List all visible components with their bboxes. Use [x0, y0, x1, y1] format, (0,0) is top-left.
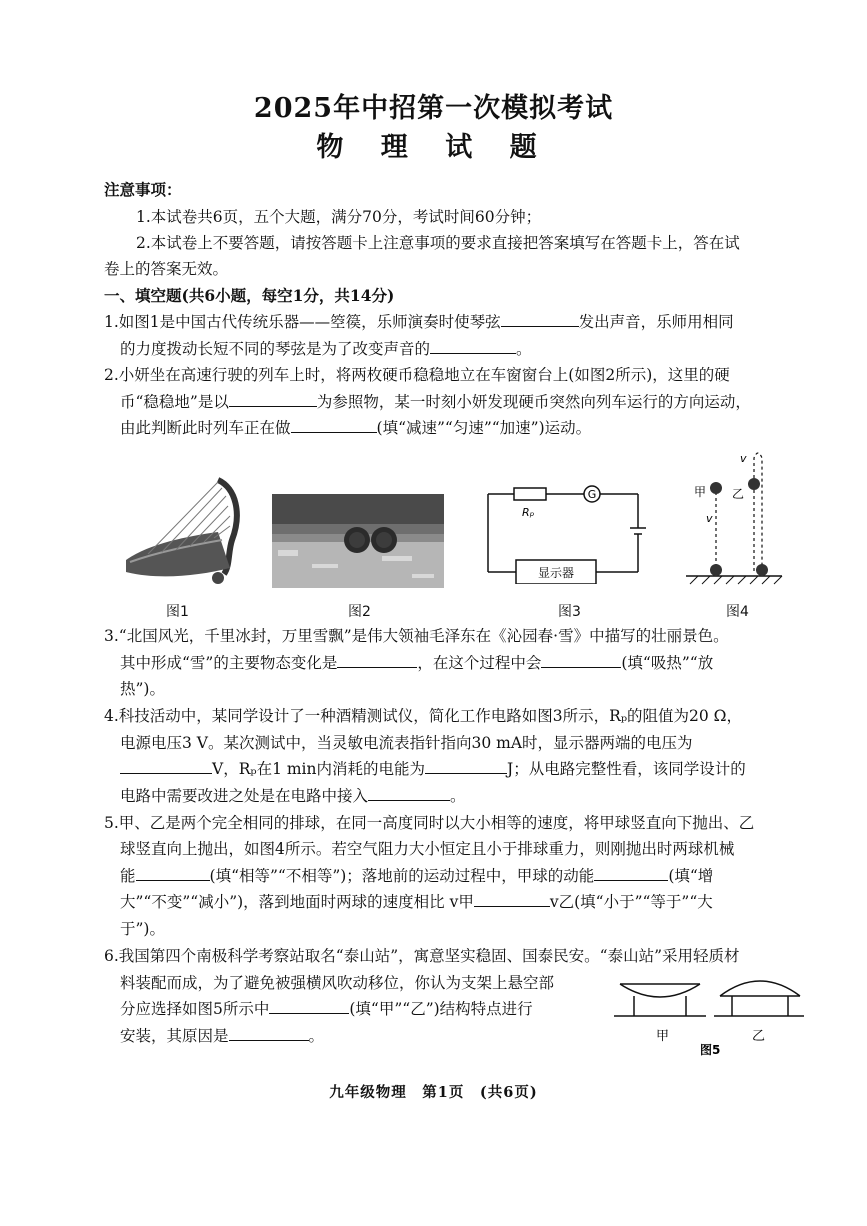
answer-blank: [136, 866, 210, 881]
answer-blank: [541, 653, 621, 668]
label-yi: 乙: [732, 487, 745, 501]
answer-blank: [291, 418, 377, 433]
figure-2-coins-photo: [272, 494, 444, 588]
question-3-line-2: 其中形成“雪”的主要物态变化是 ，在这个过程中会 (填“吸热”“放: [120, 654, 714, 672]
question-4-line-1: 4.科技活动中，某同学设计了一种酒精测试仪，简化工作电路如图3所示，Rₚ的阻值为20 Ω，: [104, 707, 743, 725]
figure-3-caption: 图3: [558, 604, 581, 620]
label-jia: 甲: [694, 485, 707, 499]
question-5-line-2: 球竖直向上抛出，如图4所示。若空气阻力大小恒定且小于排球重力，则刚抛出时两球机械: [120, 840, 735, 858]
question-3-line-3: 热”)。: [120, 680, 165, 698]
figure-1-harp-image: [118, 474, 244, 588]
question-4-line-4: 电路中需要改进之处是在电路中接入 。: [120, 787, 466, 805]
question-5-line-4: 大”“不变”“减小”)，落到地面时两球的速度相比 v甲 v乙(填“小于”“等于”“大: [120, 893, 713, 911]
question-2-line-3: 由此判断此时列车正在做 (填“减速”“匀速”“加速”)运动。: [120, 419, 592, 437]
question-2-line-2: 币“稳稳地”是以 为参照物，某一时刻小妍发现硬币突然向列车运行的方向运动，: [120, 393, 751, 411]
answer-blank: [120, 759, 212, 774]
velocity-up-label: v: [740, 452, 747, 465]
figure-5-caption: 图5: [700, 1043, 721, 1057]
question-6-line-3: 分应选择如图5所示中 (填“甲”“乙”)结构特点进行: [120, 1000, 533, 1018]
question-5-line-1: 5.甲、乙是两个完全相同的排球，在同一高度同时以大小相等的速度，将甲球竖直向下抛出、乙: [104, 814, 755, 832]
answer-blank: [474, 892, 550, 907]
notice-item-2-line-1: 2.本试卷上不要答题，请按答题卡上注意事项的要求直接把答案填写在答题卡上，答在试: [136, 234, 740, 252]
question-6-line-1: 6.我国第四个南极科学考察站取名“泰山站”，寓意坚实稳固、国泰民安。“泰山站”采用轻质材: [104, 947, 740, 965]
section-heading: 一、填空题(共6小题，每空1分，共14分): [104, 286, 395, 305]
question-5-line-3: 能 (填“相等”“不相等”)；落地前的运动过程中，甲球的动能 (填“增: [120, 867, 714, 885]
answer-blank: [501, 312, 579, 327]
answer-blank: [229, 1026, 309, 1041]
ball-yi: [748, 478, 760, 490]
structure-yi-label: 乙: [752, 1029, 766, 1044]
rp-resistor: [514, 488, 546, 500]
answer-blank: [594, 866, 668, 881]
figure-2-caption: 图2: [348, 604, 371, 620]
ball-jia: [710, 482, 722, 494]
answer-blank: [425, 759, 507, 774]
figure-3-circuit-diagram: [484, 484, 654, 584]
question-1-line-2: 的力度拨动长短不同的琴弦是为了改变声音的 。: [120, 340, 532, 358]
notice-item-2-line-2: 卷上的答案无效。: [104, 260, 229, 278]
figure-4-caption: 图4: [726, 604, 749, 620]
page-footer: 九年级物理 第1页 (共6页): [329, 1084, 538, 1101]
question-2-line-1: 2.小妍坐在高速行驶的列车上时，将两枚硬币稳稳地立在车窗窗台上(如图2所示)，这里的硬: [104, 366, 730, 384]
structure-jia-label: 甲: [656, 1029, 670, 1044]
notice-heading: 注意事项：: [104, 180, 182, 199]
answer-blank: [430, 339, 516, 354]
question-6-line-2: 料装配而成，为了避免被强横风吹动移位，你认为支架上悬空部: [120, 974, 555, 992]
question-4-line-3: V，Rₚ在1 min内消耗的电能为 J；从电路完整性看，该同学设计的: [120, 759, 746, 779]
question-1-line-1: 1.如图1是中国古代传统乐器——箜篌，乐师演奏时使琴弦 发出声音，乐师用相同: [104, 313, 734, 331]
figure-5-structures-diagram: [612, 970, 804, 1060]
velocity-down-label: v: [706, 512, 713, 525]
rp-label: Rₚ: [522, 506, 535, 519]
answer-blank: [337, 653, 417, 668]
answer-blank: [269, 999, 349, 1014]
display-label: 显示器: [537, 566, 575, 580]
question-3-line-1: 3.“北国风光，千里冰封，万里雪飘”是伟大领袖毛泽东在《沁园春·雪》中描写的壮丽景色。: [104, 627, 729, 645]
exam-subtitle: 物 理 试 题: [316, 132, 551, 163]
figure-4-balls-diagram: [684, 444, 784, 592]
question-6-line-4: 安装，其原因是 。: [120, 1027, 325, 1045]
question-5-line-5: 于”)。: [120, 920, 165, 938]
figure-1-caption: 图1: [166, 604, 189, 620]
answer-blank: [229, 392, 317, 407]
answer-blank: [368, 786, 450, 801]
exam-title: 2025年中招第一次模拟考试: [253, 93, 614, 124]
question-4-line-2: 电源电压3 V。某次测试中，当灵敏电流表指针指向30 mA时，显示器两端的电压为: [120, 734, 693, 752]
galvanometer-label: G: [587, 488, 597, 501]
notice-item-1: 1.本试卷共6页，五个大题，满分70分，考试时间60分钟；: [136, 208, 542, 226]
